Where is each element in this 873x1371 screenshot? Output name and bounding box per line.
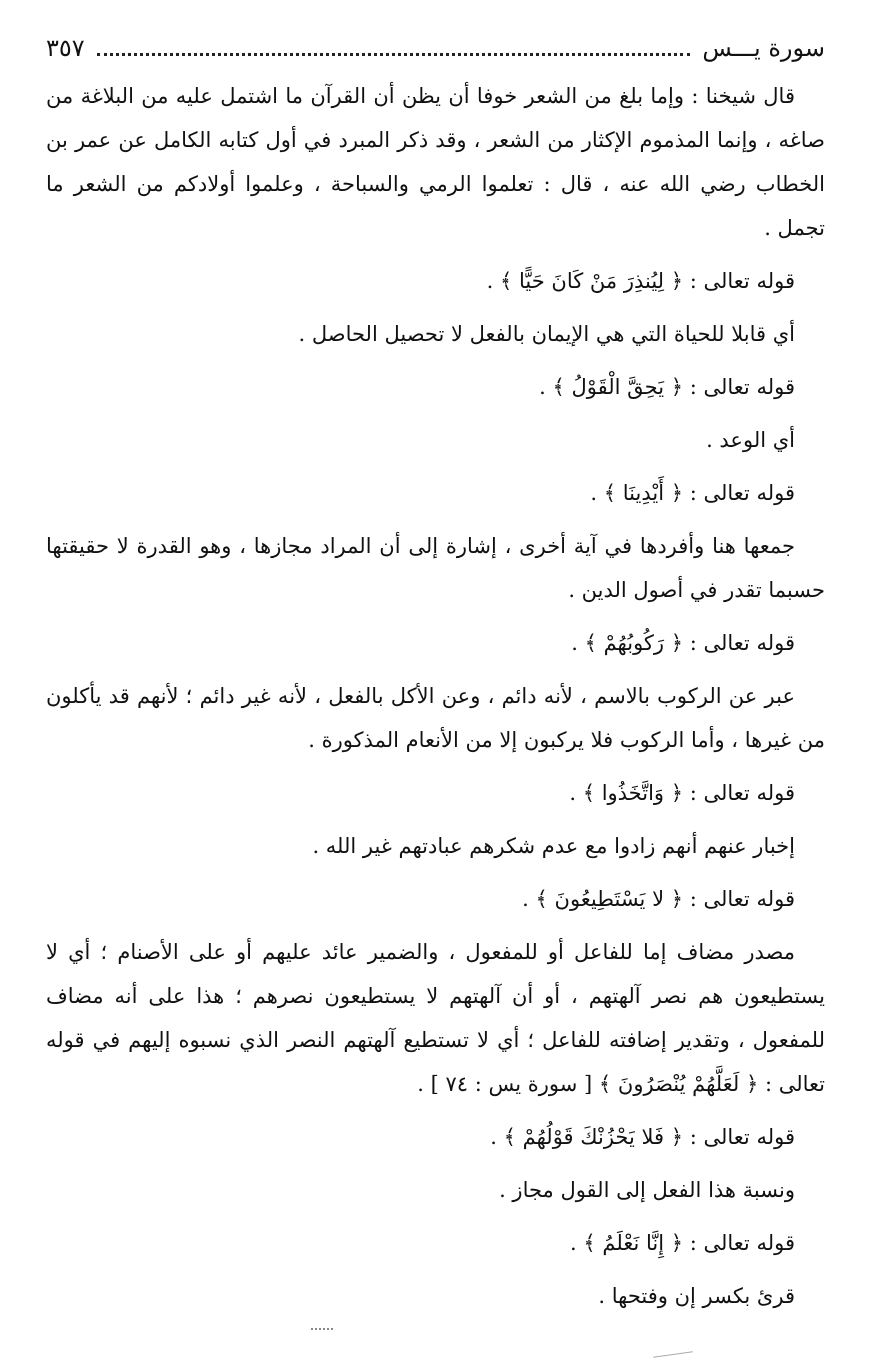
explanation: إخبار عنهم أنهم زادوا مع عدم شكرهم عبادتهم غير الله . (312, 834, 795, 858)
quran-verse: لِيُنذِرَ مَنْ كَانَ حَيًّا (519, 269, 665, 293)
book-page (46, 28, 825, 1351)
paragraph: قال شيخنا : وإما بلغ من الشعر خوفا أن يظن أن القرآن ما اشتمل عليه من البلاغة من صاغه ، وإنما المذموم الإكثار من الشعر ، وقد ذكر المبرد في أول كتابه الكامل عن عمر بن الخطاب رضي الله عنه ، قال : تعلموا الرمي والسباحة ، وعلموا أولادكم من الشعر ما تجمل . (46, 84, 825, 240)
verse-quote: قوله تعالى : ﴿ لا يَسْتَطِيعُونَ ﴾ . (522, 887, 795, 911)
quran-verse: فَلا يَحْزُنْكَ قَوْلُهُمْ (522, 1125, 665, 1149)
quran-verse: رَكُوبُهُمْ (603, 631, 665, 655)
quran-verse: لا يَسْتَطِيعُونَ (554, 887, 665, 911)
explanation: ونسبة هذا الفعل إلى القول مجاز . (499, 1178, 795, 1202)
verse-quote: قوله تعالى : ﴿ أَيْدِينَا ﴾ . (590, 481, 795, 505)
explanation: قرئ بكسر إن وفتحها . (598, 1284, 795, 1308)
explanation: أي قابلا للحياة التي هي الإيمان بالفعل لا تحصيل الحاصل . (298, 322, 795, 346)
page-number: ٣٥٧ (46, 34, 85, 62)
quran-verse: لَعَلَّهُمْ يُنْصَرُونَ (617, 1072, 740, 1096)
quran-verse: وَاتَّخَذُوا (601, 781, 665, 805)
verse-quote: قوله تعالى : ﴿ فَلا يَحْزُنْكَ قَوْلُهُمْ ﴾ . (490, 1125, 795, 1149)
verse-quote: قوله تعالى : ﴿ لِيُنذِرَ مَنْ كَانَ حَيًّا ﴾ . (486, 269, 795, 293)
verse-reference: [ سورة يس : ٧٤ ] . (417, 1072, 593, 1096)
page-header (46, 28, 825, 68)
paragraph: عبر عن الركوب بالاسم ، لأنه دائم ، وعن الأكل بالفعل ، لأنه غير دائم ؛ لأنهم قد يأكلون من غيرها ، وأما الركوب فلا يركبون إلا من الأنعام المذكورة . (46, 684, 825, 752)
verse-quote: قوله تعالى : ﴿ يَحِقَّ الْقَوْلُ ﴾ . (539, 375, 795, 399)
quran-verse: يَحِقَّ الْقَوْلُ (571, 375, 665, 399)
paragraph: مصدر مضاف إما للفاعل أو للمفعول ، والضمير عائد عليهم أو على الأصنام ؛ أي لا يستطيعون هم نصر آلهتهم ، أو أن آلهتهم لا يستطيعون نصرهم ؛ هذا على أنه مضاف للمفعول ، وتقدير إضافته للفاعل ؛ أي لا تستطيع آلهتهم النصر الذي نسبوه إليهم في قوله تعالى : ﴿ لَعَلَّهُمْ يُنْصَرُونَ ﴾ [ سورة يس : ٧٤ ] . (46, 940, 825, 1096)
verse-quote: قوله تعالى : ﴿ إِنَّا نَعْلَمُ ﴾ . (570, 1231, 795, 1255)
print-scratch (653, 1351, 693, 1358)
quran-verse: أَيْدِينَا (622, 481, 665, 505)
verse-quote: قوله تعالى : ﴿ وَاتَّخَذُوا ﴾ . (569, 781, 795, 805)
quran-verse: إِنَّا نَعْلَمُ (602, 1231, 665, 1255)
verse-quote: قوله تعالى : ﴿ رَكُوبُهُمْ ﴾ . (571, 631, 795, 655)
paragraph: جمعها هنا وأفردها في آية أخرى ، إشارة إلى أن المراد مجازها ، وهو القدرة لا حقيقتها حسبما تقدر في أصول الدين . (46, 534, 825, 602)
print-smudge (311, 1328, 333, 1333)
surah-title: سورة يـــس (702, 34, 825, 62)
header-dotted-leader (97, 53, 691, 56)
explanation: أي الوعد . (706, 428, 795, 452)
